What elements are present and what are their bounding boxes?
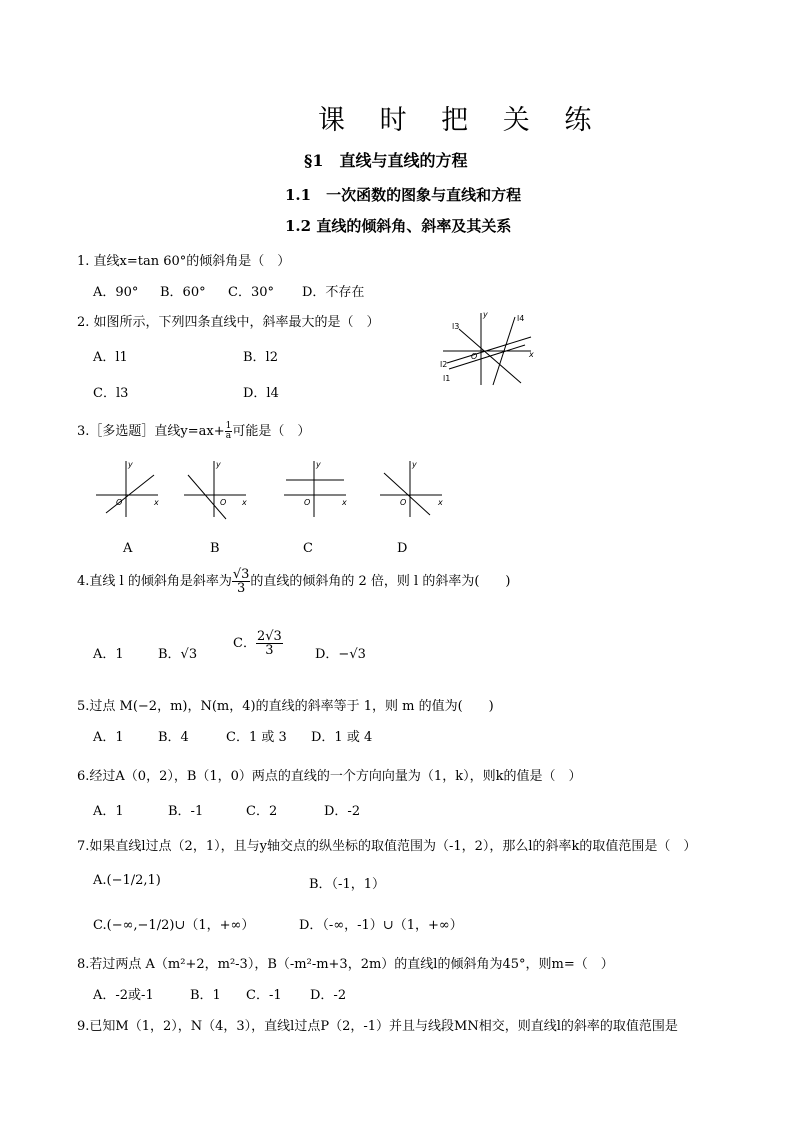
section-heading: §1 直线与直线的方程	[304, 151, 468, 170]
q1-option-c: C．30°	[228, 285, 274, 300]
q6-option-a: A．1	[93, 804, 124, 819]
svg-text:x: x	[242, 498, 247, 507]
svg-text:x: x	[154, 498, 159, 507]
q2-figure	[435, 305, 545, 390]
q2-option-b: B．l2	[243, 350, 278, 365]
line-l1	[449, 345, 525, 369]
svg-text:y: y	[316, 460, 321, 469]
svg-text:O: O	[220, 498, 227, 507]
question-7: 7.如果直线l过点（2，1），且与y轴交点的纵坐标的取值范围为（-1，2），那么l的斜率k的取值范围是（ ）	[77, 839, 697, 854]
page-title: 课 时 把 关 练	[318, 105, 605, 136]
question-2: 2. 如图所示，下列四条直线中，斜率最大的是（ ）	[77, 315, 380, 330]
label-l3: l3	[452, 322, 460, 331]
svg-text:y: y	[216, 460, 221, 469]
q3-graph-b	[180, 455, 250, 520]
svg-text:y: y	[412, 460, 417, 469]
q2-option-d: D．l4	[243, 386, 279, 401]
question-6: 6.经过A（0，2），B（1，0）两点的直线的一个方向向量为（1，k），则k的值是（ ）	[77, 769, 582, 784]
q1-option-d: D．不存在	[302, 285, 365, 300]
svg-text:x: x	[438, 498, 443, 507]
q7-option-a: A.(−1/2,1)	[93, 873, 161, 888]
q2-option-c: C．l3	[93, 386, 129, 401]
graph-a-line	[106, 475, 154, 513]
q2-option-a: A．l1	[93, 350, 128, 365]
q1-option-b: B．60°	[160, 285, 206, 300]
q4-option-c-label: C．	[233, 636, 256, 651]
q4-text-b: 的直线的倾斜角的 2 倍，则 l 的斜率为( )	[250, 574, 511, 589]
line-l2	[447, 337, 531, 363]
question-4	[77, 568, 511, 595]
q7-option-b: B．（-1，1）	[309, 877, 385, 892]
label-O: O	[471, 352, 478, 361]
q4-option-d: D．−√3	[315, 647, 366, 662]
q3-graph-a	[92, 455, 162, 520]
q5-option-d: D．1 或 4	[311, 730, 373, 745]
q7-option-d: D．（-∞，-1）∪（1，+∞）	[299, 918, 463, 933]
q4-text-a: 4.直线 l 的倾斜角是斜率为	[77, 574, 232, 589]
q8-option-b: B．1	[190, 988, 221, 1003]
q4-option-b: B．√3	[158, 647, 198, 662]
q3-label-c: C	[303, 541, 313, 556]
svg-text:O: O	[304, 498, 311, 507]
svg-text:O: O	[116, 498, 123, 507]
q8-option-c: C．-1	[246, 988, 282, 1003]
question-9: 9.已知M（1，2），N（4，3），直线l过点P（2，-1）并且与线段MN相交，则直线l的斜率的取值范围是	[77, 1019, 678, 1034]
graph-b-line	[188, 475, 226, 519]
q3-graph-d	[376, 455, 446, 520]
q4-option-a: A．1	[93, 647, 124, 662]
q6-option-d: D．-2	[324, 804, 361, 819]
q4-frac-num: √3	[232, 567, 250, 582]
q5-option-c: C．1 或 3	[226, 730, 287, 745]
svg-text:O: O	[400, 498, 407, 507]
q3-label-a: A	[123, 541, 133, 556]
question-1: 1. 直线x=tan 60°的倾斜角是（ ）	[77, 254, 291, 269]
label-l1: l1	[443, 374, 451, 383]
q5-option-a: A．1	[93, 730, 124, 745]
q4-option-c-fraction	[256, 630, 283, 657]
q3-frac-num: 1	[225, 421, 232, 431]
q4-frac-den: 3	[236, 581, 246, 596]
q3-frac-den: a	[225, 431, 232, 441]
subsection-heading-2: 1.2 直线的倾斜角、斜率及其关系	[285, 217, 512, 235]
label-l2: l2	[440, 360, 448, 369]
q6-option-b: B．-1	[168, 804, 204, 819]
q3-label-b: B	[210, 541, 220, 556]
q8-option-d: D．-2	[310, 988, 347, 1003]
q4-fraction	[232, 568, 251, 595]
svg-text:x: x	[342, 498, 347, 507]
q3-label-d: D	[397, 541, 408, 556]
graph-d-line	[384, 473, 430, 515]
q6-option-c: C．2	[246, 804, 278, 819]
question-8: 8.若过两点 A（m²+2，m²-3），B（-m²-m+3，2m）的直线l的倾斜角为45°，则m=（ ）	[77, 957, 614, 972]
q5-option-b: B．4	[158, 730, 189, 745]
q3-text-b: 可能是（ ）	[232, 424, 311, 439]
q4-option-c-den: 3	[265, 643, 274, 658]
label-l4: l4	[517, 314, 525, 323]
q4-option-c	[233, 630, 283, 657]
svg-text:y: y	[128, 460, 133, 469]
label-y: y	[483, 310, 488, 319]
q8-option-a: A．-2或-1	[93, 988, 154, 1003]
label-x: x	[529, 350, 534, 359]
q3-graph-c	[280, 455, 350, 520]
subsection-heading-1: 1.1 一次函数的图象与直线和方程	[285, 186, 522, 204]
question-5: 5.过点 M(−2，m)，N(m，4)的直线的斜率等于 1，则 m 的值为( )	[77, 699, 494, 714]
q1-option-a: A．90°	[93, 285, 139, 300]
q7-option-c: C.(−∞,−1/2)∪（1，+∞）	[93, 918, 255, 933]
question-3	[77, 420, 310, 441]
q4-option-c-num: 2√3	[256, 629, 282, 644]
q3-text-a: 3.［多选题］直线y=ax+	[77, 424, 225, 439]
